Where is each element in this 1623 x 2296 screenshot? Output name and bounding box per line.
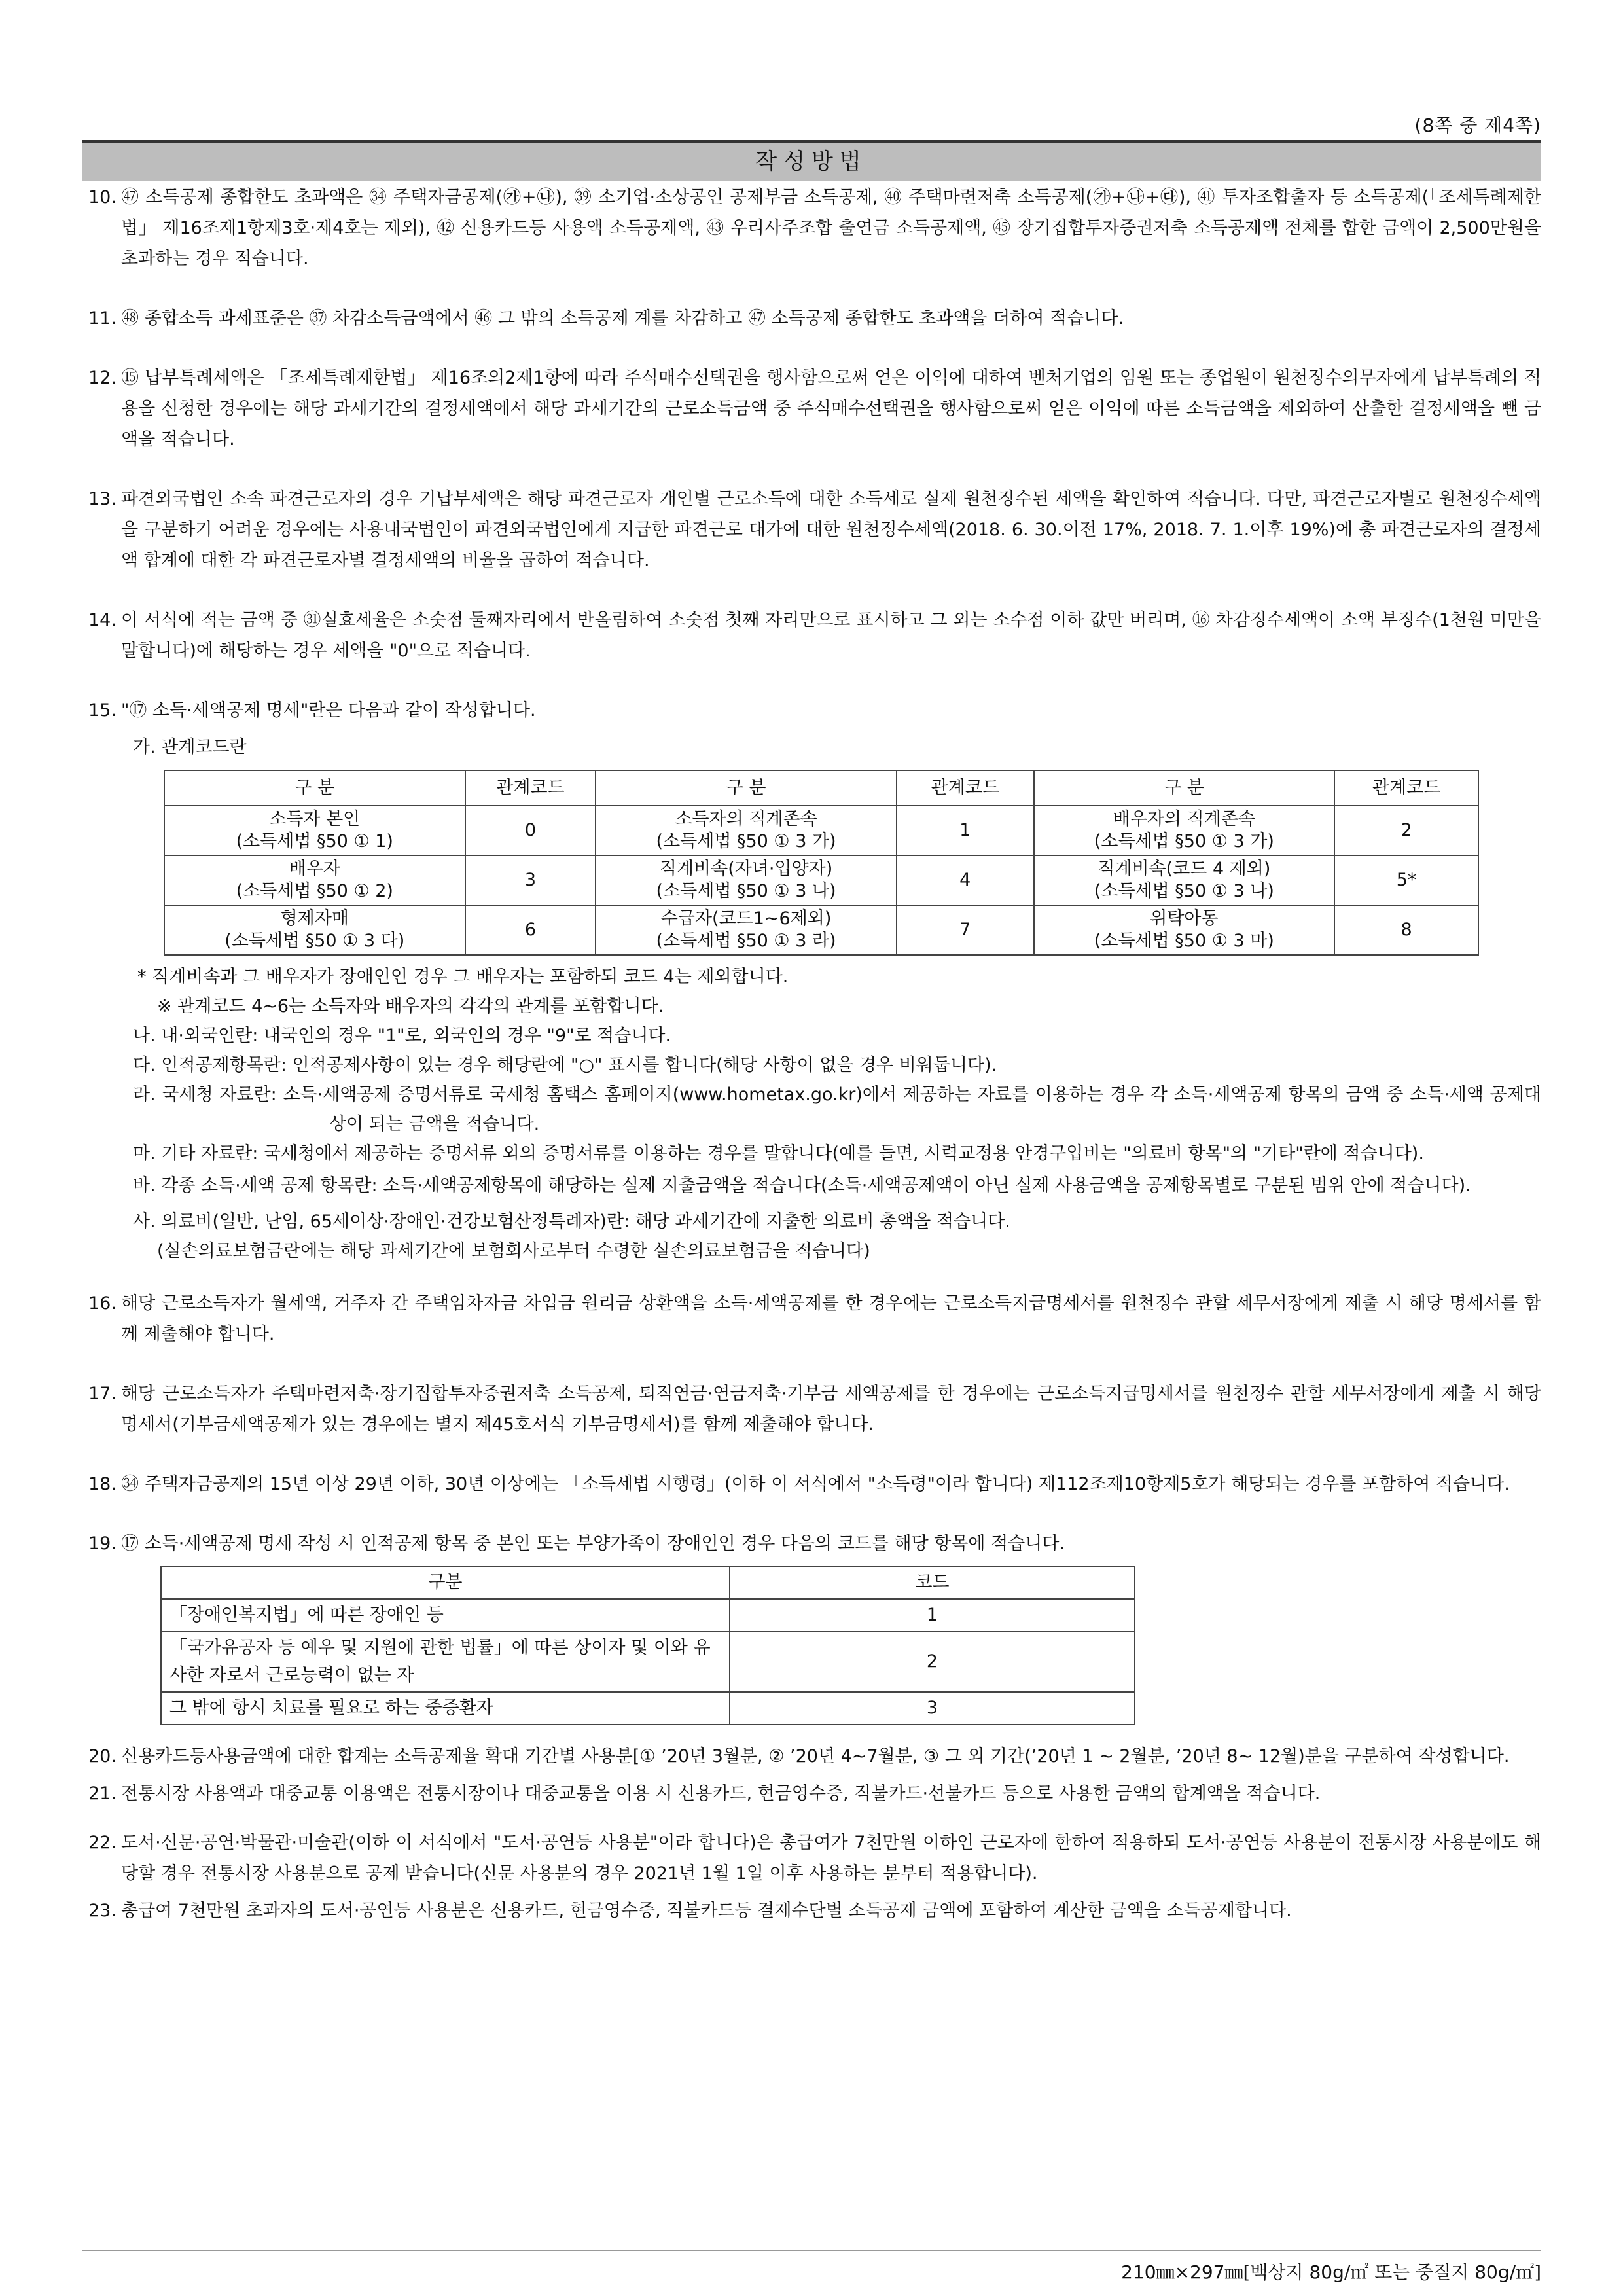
table-header-row xyxy=(161,1566,1135,1599)
code-cell: 3 xyxy=(730,1692,1135,1725)
instruction-16: 16. 해당 근로소득자가 월세액, 거주자 간 주택임차자금 차입금 원리금 상환액을 소득·세액공제를 한 경우에는 근로소득지급명세서를 원천징수 관할 세무서장에게 제출 시 해당 명세서를 함께 제출해야 합니다. xyxy=(88,1293,1541,1344)
table-row xyxy=(164,806,1478,855)
section-15-sa: 사. 의료비(일반, 난임, 65세이상·장애인·건강보험산정특례자)란: 해당 과세기간에 지출한 의료비 총액을 적습니다. xyxy=(133,1211,1010,1232)
category-cell: 「국가유공자 등 예우 및 지원에 관한 법률」에 따른 상이자 및 이와 유사한 자로서 근로능력이 없는 자 xyxy=(161,1632,730,1692)
table-row xyxy=(164,905,1478,955)
instruction-15: 15. "⑰ 소득·세액공제 명세"란은 다음과 같이 작성합니다. xyxy=(88,700,536,721)
section-15-ra: 라. 국세청 자료란: 소득·세액공제 증명서류로 국세청 홈택스 홈페이지(www.hometax.go.kr)에서 제공하는 자료를 이용하는 경우 각 소득·세액공제 항목의 금액 중 소득·세액 공제대상이 되는 금액을 적습니다. xyxy=(133,1085,1541,1134)
section-15-na: 나. 내·외국인란: 내국인의 경우 "1"로, 외국인의 경우 "9"로 적습니다. xyxy=(133,1026,671,1046)
code-cell: 4 xyxy=(897,855,1034,905)
instruction-20: 20. 신용카드등사용금액에 대한 합계는 소득공제율 확대 기간별 사용분[① ’20년 3월분, ② ’20년 4~7월분, ③ 그 외 기간(’20년 1 ~ 2월분, ’20년 8~ 12월)분을 구분하여 작성합니다. xyxy=(88,1746,1510,1767)
code-cell: 1 xyxy=(730,1599,1135,1632)
category-cell: 직계비속(코드 4 제외) (소득세법 §50 ① 3 나) xyxy=(1034,855,1335,905)
instruction-18: 18. ㉞ 주택자금공제의 15년 이상 29년 이하, 30년 이상에는 「소득세법 시행령」(이하 이 서식에서 "소득령"이라 합니다) 제112조제10항제5호가 해당되는 경우를 포함하여 적습니다. xyxy=(88,1474,1510,1494)
section-15-sa-note: (실손의료보험금란에는 해당 과세기간에 보험회사로부터 수령한 실손의료보험금을 적습니다) xyxy=(157,1241,870,1261)
category-cell: 직계비속(자녀·입양자) (소득세법 §50 ① 3 나) xyxy=(596,855,897,905)
table-row xyxy=(164,855,1478,905)
table-row xyxy=(161,1632,1135,1692)
header-cell: 관계코드 xyxy=(897,770,1034,806)
category-cell: 형제자매 (소득세법 §50 ① 3 다) xyxy=(164,905,465,955)
header-cell: 구 분 xyxy=(1034,770,1335,806)
table-header-row xyxy=(164,770,1478,806)
disability-code-table xyxy=(160,1566,1135,1725)
relation-code-table xyxy=(164,770,1479,956)
instruction-10: 10. ㊼ 소득공제 종합한도 초과액은 ㉞ 주택자금공제(㉮+㉯), ㊴ 소기업·소상공인 공제부금 소득공제, ㊵ 주택마련저축 소득공제(㉮+㉯+㉰), ㊶ 투자조합출자 등 소득공제(「조세특례제한법」 제16조제1항제3호·제4호는 제외), ㊷ 신용카드등 사용액 소득공제액, ㊸ 우리사주조합 출연금 소득공제액, ㊺ 장기집합투자증권저축 소득공제액 전체를 합한 금액이 2,500만원을 초과하는 경우 적습니다. xyxy=(88,187,1541,269)
instruction-22: 22. 도서·신문·공연·박물관·미술관(이하 이 서식에서 "도서·공연등 사용분"이라 합니다)은 총급여가 7천만원 이하인 근로자에 한하여 적용하되 도서·공연등 사용분이 전통시장 사용분에도 해당할 경우 전통시장 사용분으로 공제 받습니다(신문 사용분의 경우 2021년 1월 1일 이후 사용하는 분부터 적용합니다). xyxy=(88,1833,1541,1884)
header-cell: 관계코드 xyxy=(1334,770,1478,806)
instruction-23: 23. 총급여 7천만원 초과자의 도서·공연등 사용분은 신용카드, 현금영수증, 직불카드등 결제수단별 소득공제 금액에 포함하여 계산한 금액을 소득공제합니다. xyxy=(88,1901,1292,1921)
code-cell: 3 xyxy=(465,855,596,905)
header-cell: 구분 xyxy=(161,1566,730,1599)
instructions xyxy=(82,182,1541,1933)
code-cell: 2 xyxy=(1334,806,1478,855)
code-cell: 7 xyxy=(897,905,1034,955)
header-cell: 코드 xyxy=(730,1566,1135,1599)
code-cell: 8 xyxy=(1334,905,1478,955)
table-row xyxy=(161,1692,1135,1725)
category-cell: 배우자의 직계존속 (소득세법 §50 ① 3 가) xyxy=(1034,806,1335,855)
instruction-12: 12. ⑮ 납부특례세액은 「조세특례제한법」 제16조의2제1항에 따라 주식매수선택권을 행사함으로써 얻은 이익에 대하여 벤처기업의 임원 또는 종업원이 원천징수의무자에게 납부특례의 적용을 신청한 경우에는 해당 과세기간의 결정세액에서 해당 과세기간의 근로소득금액 중 주식매수선택권을 행사함으로써 얻은 이익에 따른 소득금액을 제외하여 산출한 결정세액을 뺀 금액을 적습니다. xyxy=(88,368,1541,450)
code-cell: 0 xyxy=(465,806,596,855)
code-cell: 5* xyxy=(1334,855,1478,905)
category-cell: 「장애인복지법」에 따른 장애인 등 xyxy=(161,1599,730,1632)
table-note-2: ※ 관계코드 4~6는 소득자와 배우자의 각각의 관계를 포함합니다. xyxy=(157,996,664,1016)
instruction-19: 19. ⑰ 소득·세액공제 명세 작성 시 인적공제 항목 중 본인 또는 부양가족이 장애인인 경우 다음의 코드를 해당 항목에 적습니다. xyxy=(88,1534,1065,1554)
instruction-13: 13. 파견외국법인 소속 파견근로자의 경우 기납부세액은 해당 파견근로자 개인별 근로소득에 대한 소득세로 실제 원천징수된 세액을 확인하여 적습니다. 다만, 파견근로자별로 원천징수세액을 구분하기 어려운 경우에는 사용내국법인이 파견외국법인에게 지급한 파견근로 대가에 대한 원천징수세액(2018. 6. 30.이전 17%, 2018. 7. 1.이후 19%)에 총 파견근로자의 결정세액 합계에 대한 각 파견근로자별 결정세액의 비율을 곱하여 적습니다. xyxy=(88,489,1541,571)
header-cell: 구 분 xyxy=(164,770,465,806)
section-15-ba: 바. 각종 소득·세액 공제 항목란: 소득·세액공제항목에 해당하는 실제 지출금액을 적습니다(소득·세액공제액이 아닌 실제 사용금액을 공제항목별로 구분된 범위 안에 적습니다). xyxy=(133,1175,1471,1196)
category-cell: 위탁아동 (소득세법 §50 ① 3 마) xyxy=(1034,905,1335,955)
header-cell: 구 분 xyxy=(596,770,897,806)
category-cell: 수급자(코드1~6제외) (소득세법 §50 ① 3 라) xyxy=(596,905,897,955)
code-cell: 2 xyxy=(730,1632,1135,1692)
code-cell: 6 xyxy=(465,905,596,955)
page-title: 작성방법 xyxy=(82,140,1541,181)
table-note-1: * 직계비속과 그 배우자가 장애인인 경우 그 배우자는 포함하되 코드 4는 제외합니다. xyxy=(137,967,789,987)
section-15-ma: 마. 기타 자료란: 국세청에서 제공하는 증명서류 외의 증명서류를 이용하는 경우를 말합니다(예를 들면, 시력교정용 안경구입비는 "의료비 항목"의 "기타"란에 적습니다). xyxy=(133,1143,1424,1164)
page-number: (8쪽 중 제4쪽) xyxy=(1414,115,1541,136)
category-cell: 소득자 본인 (소득세법 §50 ① 1) xyxy=(164,806,465,855)
code-cell: 1 xyxy=(897,806,1034,855)
section-15-da: 다. 인적공제항목란: 인적공제사항이 있는 경우 해당란에 "○" 표시를 합니다(해당 사항이 없을 경우 비워둡니다). xyxy=(133,1055,997,1075)
instruction-14: 14. 이 서식에 적는 금액 중 ㉛실효세율은 소숫점 둘째자리에서 반올림하여 소숫점 첫째 자리만으로 표시하고 그 외는 소수점 이하 값만 버리며, ⑯ 차감징수세액이 소액 부징수(1천원 미만을 말합니다)에 해당하는 경우 세액을 "0"으로 적습니다. xyxy=(88,610,1541,661)
category-cell: 배우자 (소득세법 §50 ① 2) xyxy=(164,855,465,905)
header-cell: 관계코드 xyxy=(465,770,596,806)
instruction-17: 17. 해당 근로소득자가 주택마련저축·장기집합투자증권저축 소득공제, 퇴직연금·연금저축·기부금 세액공제를 한 경우에는 근로소득지급명세서를 원천징수 관할 세무서장에게 제출 시 해당 명세서(기부금세액공제가 있는 경우에는 별지 제45호서식 기부금명세서)를 함께 제출해야 합니다. xyxy=(88,1384,1541,1435)
table-row xyxy=(161,1599,1135,1632)
instruction-21: 21. 전통시장 사용액과 대중교통 이용액은 전통시장이나 대중교통을 이용 시 신용카드, 현금영수증, 직불카드·선불카드 등으로 사용한 금액의 합계액을 적습니다. xyxy=(88,1784,1321,1804)
category-cell: 그 밖에 항시 치료를 필요로 하는 중증환자 xyxy=(161,1692,730,1725)
paper-spec: 210㎜×297㎜[백상지 80g/㎡ 또는 중질지 80g/㎡] xyxy=(1121,2261,1541,2283)
category-cell: 소득자의 직계존속 (소득세법 §50 ① 3 가) xyxy=(596,806,897,855)
instruction-11: 11. ㊽ 종합소득 과세표준은 ㊲ 차감소득금액에서 ㊻ 그 밖의 소득공제 계를 차감하고 ㊼ 소득공제 종합한도 초과액을 더하여 적습니다. xyxy=(88,308,1124,329)
footer-divider xyxy=(82,2250,1541,2251)
section-15-ga: 가. 관계코드란 xyxy=(133,737,247,757)
